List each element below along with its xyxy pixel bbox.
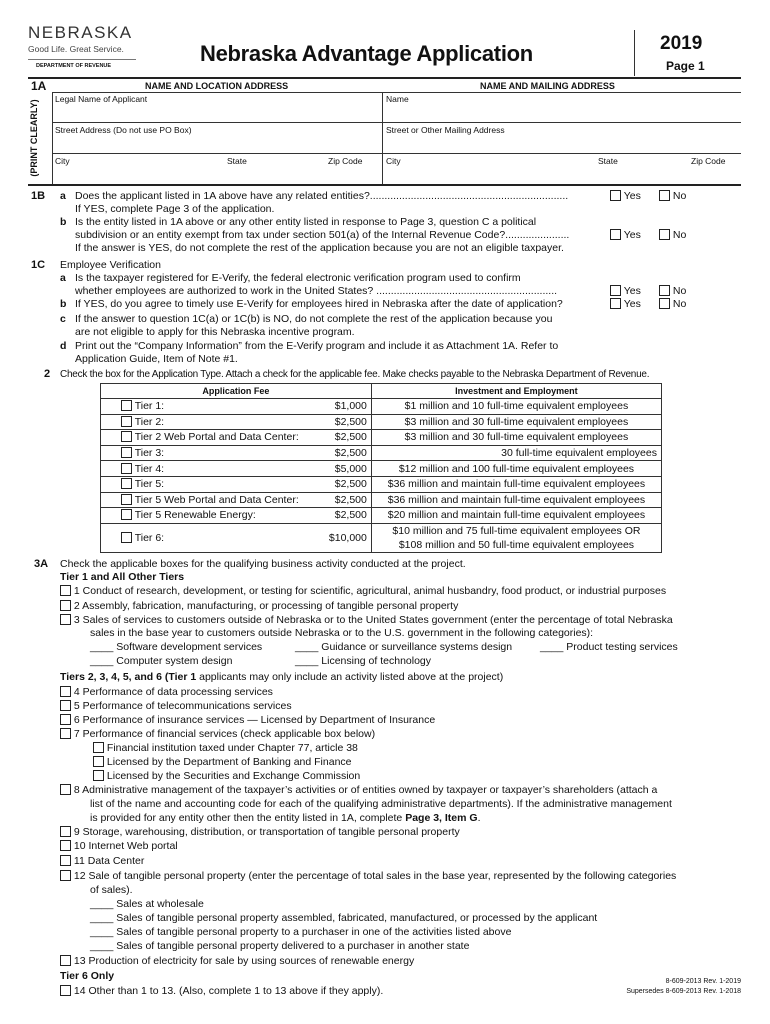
checkbox[interactable] xyxy=(121,431,132,442)
tier-fee: $2,500 xyxy=(321,430,372,446)
checkbox[interactable] xyxy=(60,600,71,611)
checkbox[interactable] xyxy=(121,416,132,427)
item-label: 10 Internet Web portal xyxy=(73,840,178,852)
checkbox[interactable] xyxy=(659,298,670,309)
question-letter: a xyxy=(60,272,66,284)
item-10[interactable] xyxy=(60,840,178,853)
section-2-instructions: Check the box for the Application Type. Attach a check for the applicable fee. Make checks payable to the Nebraska Department of Revenue. xyxy=(60,369,650,380)
q1b-a-yes[interactable] xyxy=(610,190,641,203)
checkbox[interactable] xyxy=(610,285,621,296)
checkbox[interactable] xyxy=(60,955,71,966)
item-label: 3 Sales of services to customers outside of Nebraska or to the United States government (enter the percentage of total Nebraska xyxy=(73,614,673,626)
question-letter: a xyxy=(60,190,66,202)
tier-6-row[interactable] xyxy=(101,523,662,552)
item-14[interactable] xyxy=(60,985,383,998)
item-7a[interactable] xyxy=(93,742,358,755)
checkbox[interactable] xyxy=(60,855,71,866)
item-8-line3: is provided for any entity other then the entity listed in 1A, complete Page 3, Item G. xyxy=(90,812,481,824)
yes-label: Yes xyxy=(623,285,641,297)
logo-wordmark: NEBRASKA xyxy=(28,23,133,42)
question-letter: c xyxy=(60,313,66,325)
checkbox[interactable] xyxy=(659,190,670,201)
item-4[interactable] xyxy=(60,686,273,699)
checkbox[interactable] xyxy=(60,585,71,596)
q1c-a-yes[interactable] xyxy=(610,285,641,298)
item-7[interactable] xyxy=(60,728,375,741)
tier-requirement: $3 million and 30 full-time equivalent employees xyxy=(371,414,661,430)
city-field[interactable] xyxy=(55,156,375,182)
tier-fee: $2,500 xyxy=(321,476,372,492)
q1c-d-text: Print out the “Company Information” from the E-Verify program and include it as Attachment 1A. Refer to xyxy=(75,340,559,352)
checkbox[interactable] xyxy=(60,700,71,711)
city-label: City xyxy=(55,156,70,166)
tier-label: Tier 1: xyxy=(134,400,165,413)
checkbox[interactable] xyxy=(121,447,132,458)
q1c-a-text: Is the taxpayer registered for E-Verify, the federal electronic verification program used to confirm xyxy=(75,272,521,284)
checkbox[interactable] xyxy=(121,494,132,505)
tier-requirement: $1 million and 10 full-time equivalent employees xyxy=(371,399,661,415)
q1b-b-text2: subdivision or an entity exempt from tax under section 501(a) of the Internal Revenue Code?...................... xyxy=(75,229,570,241)
section-3a-intro: Check the applicable boxes for the qualifying business activity conducted at the project. xyxy=(60,558,466,570)
tier-row[interactable] xyxy=(101,414,662,430)
checkbox[interactable] xyxy=(610,298,621,309)
location-address-heading: NAME AND LOCATION ADDRESS xyxy=(145,81,289,91)
checkbox[interactable] xyxy=(93,756,104,767)
tier-fee: $10,000 xyxy=(321,523,372,552)
question-letter: b xyxy=(60,216,67,228)
mailing-street-field[interactable] xyxy=(386,125,736,151)
checkbox[interactable] xyxy=(121,463,132,474)
item-label: 2 Assembly, fabrication, manufacturing, or processing of tangible personal property xyxy=(73,600,459,612)
legal-name-label: Legal Name of Applicant xyxy=(55,94,148,104)
tier-requirement: $12 million and 100 full-time equivalent employees xyxy=(371,461,661,477)
item-13[interactable] xyxy=(60,955,414,968)
tier-row[interactable] xyxy=(101,492,662,508)
checkbox[interactable] xyxy=(93,770,104,781)
tier-requirement: $108 million and 50 full-time equivalent employees xyxy=(398,538,635,551)
licensing-technology-entry[interactable]: ____ Licensing of technology xyxy=(295,655,432,667)
form-year: 2019 xyxy=(660,33,703,54)
street-address-field[interactable] xyxy=(55,125,375,151)
item-label: 1 Conduct of research, development, or testing for scientific, agricultural, animal husbandry, food product, or industrial purposes xyxy=(73,585,667,597)
question-letter: d xyxy=(60,340,67,352)
form-number: 8-609-2013 Rev. 1-2019 xyxy=(665,978,741,985)
tier-fee: $2,500 xyxy=(321,414,372,430)
application-fee-table xyxy=(100,383,662,553)
mailing-zip-label: Zip Code xyxy=(691,156,726,166)
q1b-b-no[interactable] xyxy=(659,229,686,242)
tier-fee: $1,000 xyxy=(321,399,372,415)
section-1c-number: 1C xyxy=(31,259,46,271)
tier6-heading: Tier 6 Only xyxy=(60,970,115,982)
zip-label: Zip Code xyxy=(328,156,363,166)
q1b-a-text: Does the applicant listed in 1A above have any related entities?.................................................................... xyxy=(75,190,569,202)
mailing-name-field[interactable] xyxy=(386,94,736,120)
mailing-name-label: Name xyxy=(386,94,409,104)
logo-tagline: Good Life. Great Service. xyxy=(28,44,124,54)
mailing-street-label: Street or Other Mailing Address xyxy=(386,125,505,135)
tier-label: Tier 4: xyxy=(134,462,165,475)
q1c-b-yes[interactable] xyxy=(610,298,641,311)
q1b-b-text: Is the entity listed in 1A above or any other entity listed in response to Page 3, question C a political xyxy=(75,216,537,228)
checkbox[interactable] xyxy=(93,742,104,753)
yes-label: Yes xyxy=(623,298,641,310)
item-5[interactable] xyxy=(60,700,292,713)
checkbox[interactable] xyxy=(659,285,670,296)
checkbox[interactable] xyxy=(60,840,71,851)
tier-label: Tier 2 Web Portal and Data Center: xyxy=(134,431,299,444)
mailing-city-field[interactable] xyxy=(386,156,736,182)
supersedes-note: Supersedes 8-609-2013 Rev. 1-2018 xyxy=(626,988,741,995)
nebraska-logo xyxy=(28,24,136,69)
q1b-a-no[interactable] xyxy=(659,190,686,203)
mailing-city-label: City xyxy=(386,156,401,166)
tier-row[interactable] xyxy=(101,430,662,446)
checkbox[interactable] xyxy=(60,985,71,996)
state-label: State xyxy=(227,156,247,166)
checkbox[interactable] xyxy=(60,870,71,881)
item-8-line2: list of the name and accounting code for each of the qualifying administrative departments). If the administrative management xyxy=(90,798,672,810)
tier-requirement: 30 full-time equivalent employees xyxy=(371,445,661,461)
item-label: 7 Performance of financial services (check applicable box below) xyxy=(73,728,376,740)
tier-requirement: $36 million and maintain full-time equivalent employees xyxy=(371,476,661,492)
tier-row[interactable] xyxy=(101,461,662,477)
tier-label: Tier 5 Web Portal and Data Center: xyxy=(134,493,299,506)
q1c-c-text2: are not eligible to apply for this Nebraska incentive program. xyxy=(75,326,355,338)
q1c-a-no[interactable] xyxy=(659,285,686,298)
software-development-entry[interactable]: ____ Software development services xyxy=(90,641,263,653)
q1b-b-note: If the answer is YES, do not complete the rest of the application because you are not an eligible taxpayer. xyxy=(75,242,564,254)
checkbox[interactable] xyxy=(121,532,132,543)
tier-label: Tier 3: xyxy=(134,447,165,460)
product-testing-entry[interactable]: ____ Product testing services xyxy=(540,641,678,653)
q1b-b-yes[interactable] xyxy=(610,229,641,242)
item-1[interactable] xyxy=(60,585,666,598)
tier-requirement: $3 million and 30 full-time equivalent employees xyxy=(371,430,661,446)
item-label: Licensed by the Department of Banking and Finance xyxy=(106,756,352,768)
q1c-c-text: If the answer to question 1C(a) or 1C(b) is NO, do not complete the rest of the application because you xyxy=(75,313,553,325)
item-label: Licensed by the Securities and Exchange Commission xyxy=(106,770,361,782)
print-clearly-label: (PRINT CLEARLY) xyxy=(29,99,39,177)
other-state-sales-entry[interactable]: ____ Sales of tangible personal property delivered to a purchaser in another state xyxy=(90,940,470,952)
page-number: Page 1 xyxy=(666,59,705,73)
item-label: 11 Data Center xyxy=(73,855,145,867)
checkbox[interactable] xyxy=(610,229,621,240)
checkbox[interactable] xyxy=(121,509,132,520)
item-2[interactable] xyxy=(60,600,458,613)
item-label: 9 Storage, warehousing, distribution, or transportation of tangible personal property xyxy=(73,826,460,838)
section-1a-number: 1A xyxy=(31,79,47,93)
mailing-state-label: State xyxy=(598,156,618,166)
tier-label: Tier 6: xyxy=(134,531,165,544)
q1c-title: Employee Verification xyxy=(60,259,161,271)
purchaser-activities-sales-entry[interactable]: ____ Sales of tangible personal property to a purchaser in one of the activities listed above xyxy=(90,926,512,938)
tiers-2-6-heading: Tiers 2, 3, 4, 5, and 6 (Tier 1 applicants may only include an activity listed above at the project) xyxy=(60,671,504,683)
item-label: 5 Performance of telecommunications services xyxy=(73,700,292,712)
q1b-a-note: If YES, complete Page 3 of the application. xyxy=(75,203,275,215)
guidance-systems-entry[interactable]: ____ Guidance or surveillance systems design xyxy=(295,641,513,653)
section-3a-number: 3A xyxy=(34,558,49,570)
item-label: 6 Performance of insurance services — Licensed by Department of Insurance xyxy=(73,714,436,726)
no-label: No xyxy=(672,190,687,202)
tier-row[interactable] xyxy=(101,476,662,492)
checkbox[interactable] xyxy=(659,229,670,240)
page-title: Nebraska Advantage Application xyxy=(200,41,533,66)
item-9[interactable] xyxy=(60,826,460,839)
item-8[interactable] xyxy=(60,784,657,797)
no-label: No xyxy=(672,298,687,310)
checkbox[interactable] xyxy=(121,400,132,411)
yes-label: Yes xyxy=(623,190,641,202)
tier-requirement: $20 million and maintain full-time equivalent employees xyxy=(371,508,661,524)
investment-column-header: Investment and Employment xyxy=(371,384,661,399)
tier-fee: $2,500 xyxy=(321,508,372,524)
tier-row[interactable] xyxy=(101,445,662,461)
tier-label: Tier 5: xyxy=(134,478,165,491)
yes-label: Yes xyxy=(623,229,641,241)
section-1b-number: 1B xyxy=(31,190,46,202)
section-2-number: 2 xyxy=(44,368,51,380)
item-7b[interactable] xyxy=(93,756,352,769)
tier1-heading: Tier 1 and All Other Tiers xyxy=(60,571,185,583)
computer-system-design-entry[interactable]: ____ Computer system design xyxy=(90,655,233,667)
item-label: 4 Performance of data processing services xyxy=(73,686,273,698)
q1c-b-no[interactable] xyxy=(659,298,686,311)
checkbox[interactable] xyxy=(60,686,71,697)
item-12-line2: of sales). xyxy=(90,884,133,896)
applicant-manufactured-sales-entry[interactable]: ____ Sales of tangible personal property assembled, fabricated, manufactured, or processed by the applicant xyxy=(90,912,598,924)
no-label: No xyxy=(672,229,687,241)
checkbox[interactable] xyxy=(60,728,71,739)
question-letter: b xyxy=(60,298,67,310)
tier-label: Tier 2: xyxy=(134,415,165,428)
item-12[interactable] xyxy=(60,870,676,883)
wholesale-sales-entry[interactable]: ____ Sales at wholesale xyxy=(90,898,204,910)
item-6[interactable] xyxy=(60,714,435,727)
tier-requirement: $36 million and maintain full-time equivalent employees xyxy=(371,492,661,508)
no-label: No xyxy=(672,285,687,297)
checkbox[interactable] xyxy=(60,826,71,837)
item-7c[interactable] xyxy=(93,770,360,783)
street-address-label: Street Address (Do not use PO Box) xyxy=(55,125,192,135)
checkbox[interactable] xyxy=(610,190,621,201)
tier-row[interactable] xyxy=(101,508,662,524)
item-3[interactable] xyxy=(60,614,673,627)
item-11[interactable] xyxy=(60,855,144,868)
tier-fee: $2,500 xyxy=(321,492,372,508)
item-label: 13 Production of electricity for sale by using sources of renewable energy xyxy=(73,955,415,967)
tier-fee: $2,500 xyxy=(321,445,372,461)
q1c-d-text2: Application Guide, Item of Note #1. xyxy=(75,353,238,365)
q1c-b-text: If YES, do you agree to timely use E-Verify for employees hired in Nebraska after the date of application? xyxy=(75,298,563,310)
tier-label: Tier 5 Renewable Energy: xyxy=(134,509,256,522)
legal-name-field[interactable] xyxy=(55,94,375,120)
tier-row[interactable] xyxy=(101,399,662,415)
tier-requirement: $10 million and 75 full-time equivalent employees OR xyxy=(392,524,641,537)
item-label: 14 Other than 1 to 13. (Also, complete 1 to 13 above if they apply). xyxy=(73,985,384,997)
mailing-address-heading: NAME AND MAILING ADDRESS xyxy=(480,81,615,91)
q1c-a-text2: whether employees are authorized to work in the United States? .............................................................. xyxy=(75,285,558,297)
item-3-line2: sales in the base year to customers outside Nebraska or to the U.S. government in the following categories): xyxy=(90,627,594,639)
logo-department: DEPARTMENT OF REVENUE xyxy=(36,63,112,69)
fee-column-header: Application Fee xyxy=(101,384,372,399)
checkbox[interactable] xyxy=(60,784,71,795)
checkbox[interactable] xyxy=(60,614,71,625)
item-label: 12 Sale of tangible personal property (enter the percentage of total sales in the base year, represented by the following categories xyxy=(73,870,677,882)
item-label: 8 Administrative management of the taxpayer’s activities or of entities owned by taxpayer or taxpayer’s shareholders (attach a xyxy=(73,784,658,796)
item-label: Financial institution taxed under Chapter 77, article 38 xyxy=(106,742,358,754)
checkbox[interactable] xyxy=(121,478,132,489)
tier-fee: $5,000 xyxy=(321,461,372,477)
checkbox[interactable] xyxy=(60,714,71,725)
